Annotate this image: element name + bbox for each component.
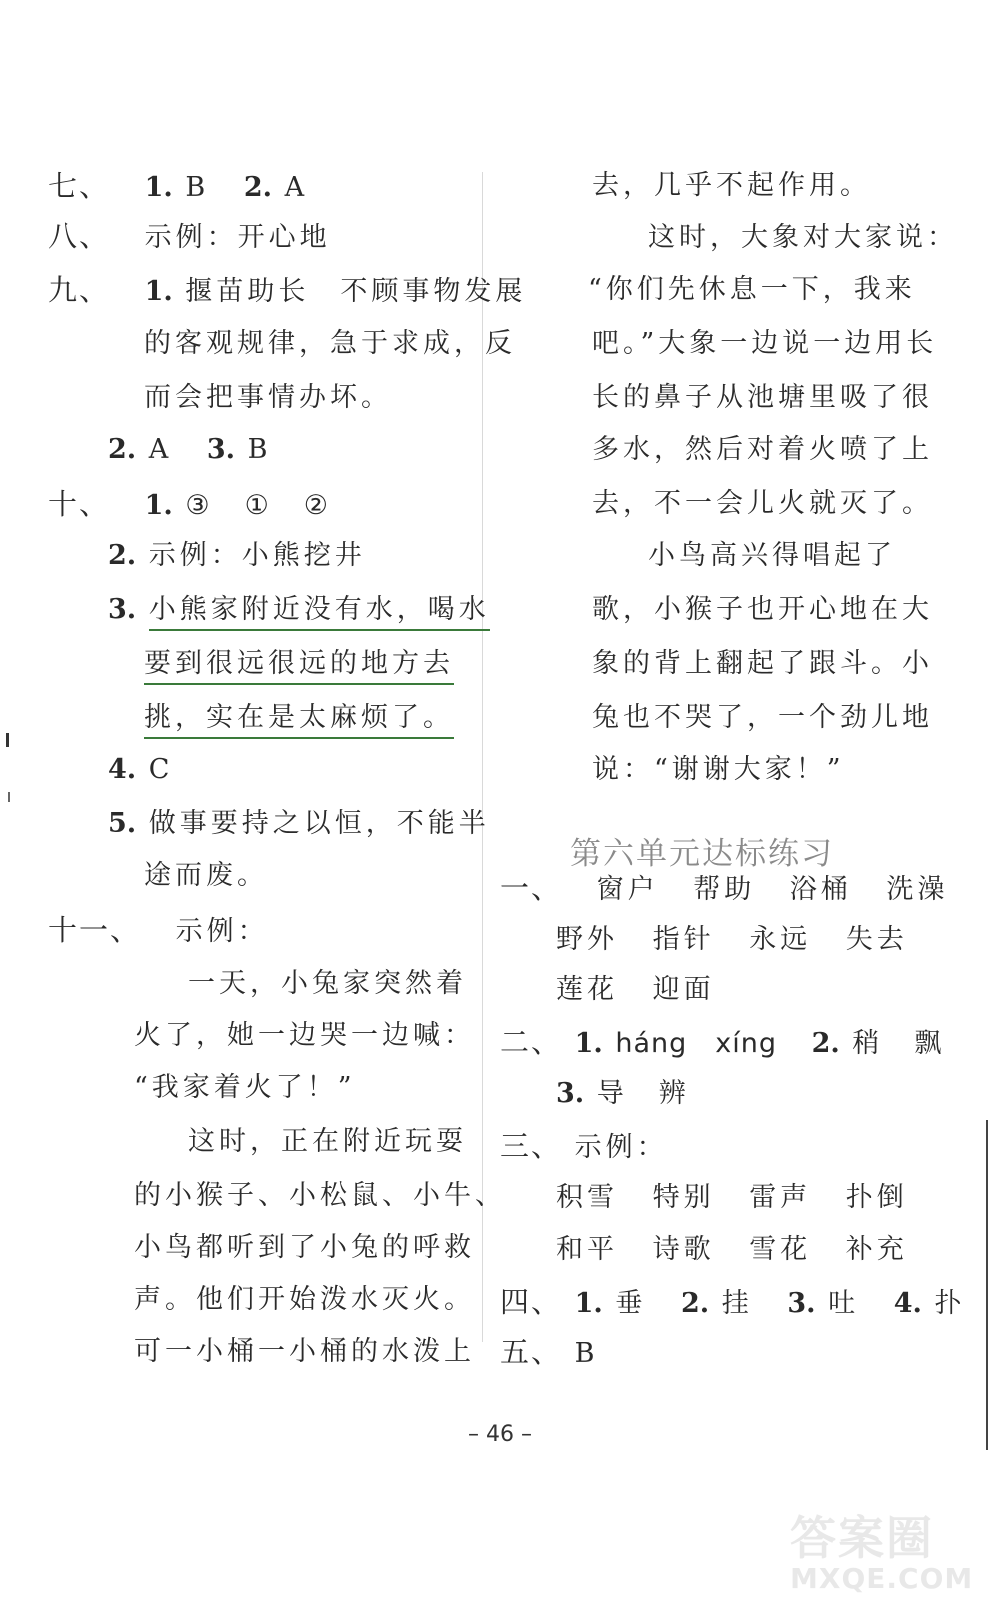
q9-row4	[108, 432, 272, 468]
q11-story-line: “我家着火了！”	[134, 1072, 356, 1103]
q10-num3: 3.	[108, 594, 137, 625]
s1-row1	[500, 870, 948, 908]
s3-word: 雷声	[749, 1182, 812, 1213]
q9-num1: 1.	[144, 276, 173, 307]
s1-word: 帮助	[693, 874, 756, 905]
s3-intro: 示例：	[574, 1132, 668, 1163]
story-line: 多水，然后对着火喷了上	[592, 434, 933, 465]
q11-story-line: 这时，正在附近玩耍	[188, 1126, 467, 1157]
q8-label: 八、	[48, 219, 111, 253]
s1-word: 失去	[845, 924, 908, 955]
s4-answer1: 垂	[615, 1288, 647, 1319]
s3-word: 积雪	[556, 1182, 618, 1213]
watermark-top-text: 答案圈	[790, 1511, 934, 1565]
q11-story-line: 声。他们开始泼水灭火。	[134, 1284, 475, 1315]
q11-label: 十一、	[48, 913, 142, 947]
story-line: 说：“谢谢大家！”	[592, 754, 845, 785]
s1-word: 窗户	[596, 874, 659, 905]
q11-story-line: 小鸟都听到了小兔的呼救	[134, 1232, 475, 1263]
watermark-bottom-text: MXQE.COM	[790, 1562, 974, 1595]
q7-row	[48, 168, 308, 206]
q10-row4	[108, 752, 173, 788]
s1-word: 迎面	[652, 974, 715, 1005]
q9-answer1-line3: 而会把事情办坏。	[144, 382, 392, 413]
q9-num3: 3.	[206, 434, 236, 465]
q9-answer2: A	[148, 434, 173, 465]
q11-row1	[48, 912, 269, 950]
s1-word: 莲花	[556, 974, 618, 1005]
q10-answer4: C	[148, 754, 174, 785]
s1-word: 永远	[749, 924, 812, 955]
q10-answer5-line2: 途而废。	[144, 860, 268, 891]
s4-answer2: 挂	[721, 1288, 753, 1319]
s2-answer2: 稍 飘	[852, 1028, 946, 1059]
q7-num1: 1.	[144, 172, 173, 203]
section-title: 第六单元达标练习	[570, 836, 834, 872]
q9-answer1-line2: 的客观规律，急于求成，反	[144, 328, 516, 359]
story-line: 小鸟高兴得唱起了	[648, 540, 896, 571]
q10-answer2: 示例：小熊挖井	[148, 540, 366, 571]
s2-num2: 2.	[811, 1028, 840, 1059]
watermark-logo	[790, 1502, 986, 1598]
q11-story-line: 一天，小兔家突然着	[188, 968, 467, 999]
q10-row5	[108, 806, 490, 842]
story-line: 长的鼻子从池塘里吸了很	[592, 382, 933, 413]
s4-answer4: 扑	[934, 1288, 966, 1319]
story-line: 这时，大象对大家说：	[648, 222, 958, 253]
s2-answer3: 导 辨	[596, 1078, 690, 1109]
s4-num4: 4.	[893, 1288, 922, 1319]
s1-word: 浴桶	[789, 874, 852, 905]
s3-row2	[556, 1180, 908, 1216]
q9-row1	[48, 272, 526, 310]
s3-word: 诗歌	[652, 1234, 715, 1265]
s1-row2	[556, 922, 908, 958]
q10-num2: 2.	[108, 540, 137, 571]
s3-word: 和平	[556, 1234, 618, 1265]
story-line: 歌，小猴子也开心地在大	[592, 594, 933, 625]
s2-answer1: háng xíng	[615, 1028, 778, 1059]
q10-answer3-line3: 挑，实在是太麻烦了。	[144, 702, 454, 739]
q11-intro: 示例：	[175, 916, 269, 947]
s4-answer3: 吐	[828, 1288, 860, 1319]
q10-label: 十、	[48, 487, 111, 521]
s3-word: 雪花	[749, 1234, 812, 1265]
q10-answer5-line1: 做事要持之以恒，不能半	[148, 808, 490, 839]
s2-num1: 1.	[574, 1028, 603, 1059]
s5-answer: B	[574, 1338, 599, 1369]
story-line: 象的背上翻起了跟斗。小	[592, 648, 933, 679]
q9-answer3: B	[247, 434, 272, 465]
story-line: 去，几乎不起作用。	[592, 170, 871, 201]
s2-label: 二、	[500, 1025, 563, 1059]
story-line: 吧。”大象一边说一边用长	[592, 328, 938, 359]
page-number: – 46 –	[468, 1422, 532, 1447]
q10-row2	[108, 538, 366, 574]
story-line: 去，不一会儿火就灭了。	[592, 488, 933, 519]
s3-word: 补充	[845, 1234, 908, 1265]
s1-word: 野外	[556, 924, 618, 955]
q9-num2: 2.	[108, 434, 137, 465]
q11-story-line: 可一小桶一小桶的水泼上	[134, 1336, 475, 1367]
q10-answer1: ③ ① ②	[185, 490, 333, 521]
q10-num4: 4.	[108, 754, 137, 785]
scan-mark	[6, 733, 9, 747]
s4-num2: 2.	[680, 1288, 710, 1319]
s4-row	[500, 1284, 966, 1322]
s1-word: 指针	[652, 924, 715, 955]
q10-answer3-line1: 小熊家附近没有水，喝水	[149, 594, 490, 631]
s2-num3: 3.	[556, 1078, 585, 1109]
q10-row3	[108, 592, 490, 628]
s5-label: 五、	[500, 1335, 563, 1369]
q7-label: 七、	[48, 169, 111, 203]
q8-answer: 示例：开心地	[144, 222, 331, 253]
story-line: “你们先休息一下，我来	[588, 274, 916, 305]
q7-num2: 2.	[243, 172, 273, 203]
q11-story-line: 的小猴子、小松鼠、小牛、	[134, 1180, 506, 1211]
s3-row3	[556, 1232, 908, 1268]
s1-word: 洗澡	[886, 874, 949, 905]
q11-story-line: 火了，她一边哭一边喊：	[134, 1020, 475, 1051]
scan-mark	[8, 792, 10, 802]
page-edge-line	[986, 1120, 988, 1450]
s1-label: 一、	[500, 871, 563, 905]
s3-word: 扑倒	[845, 1182, 908, 1213]
s3-row1	[500, 1128, 668, 1166]
s4-num3: 3.	[787, 1288, 816, 1319]
q7-answer2: A	[284, 172, 309, 203]
q10-answer3-line2: 要到很远很远的地方去	[144, 648, 454, 685]
s5-row	[500, 1334, 598, 1372]
q9-answer1-line1: 揠苗助长 不顾事物发展	[185, 276, 527, 307]
q10-num5: 5.	[108, 808, 137, 839]
q7-answer1: B	[185, 172, 210, 203]
s3-word: 特别	[652, 1182, 715, 1213]
q8-row	[48, 218, 331, 256]
q9-label: 九、	[48, 273, 111, 307]
s2-row2	[556, 1076, 690, 1112]
s4-num1: 1.	[574, 1288, 603, 1319]
q10-num1: 1.	[144, 490, 173, 521]
story-line: 兔也不哭了，一个劲儿地	[592, 702, 933, 733]
q10-row1	[48, 486, 332, 524]
s3-label: 三、	[500, 1129, 563, 1163]
s1-row3	[556, 972, 715, 1008]
s4-label: 四、	[500, 1285, 563, 1319]
s2-row1	[500, 1024, 945, 1062]
